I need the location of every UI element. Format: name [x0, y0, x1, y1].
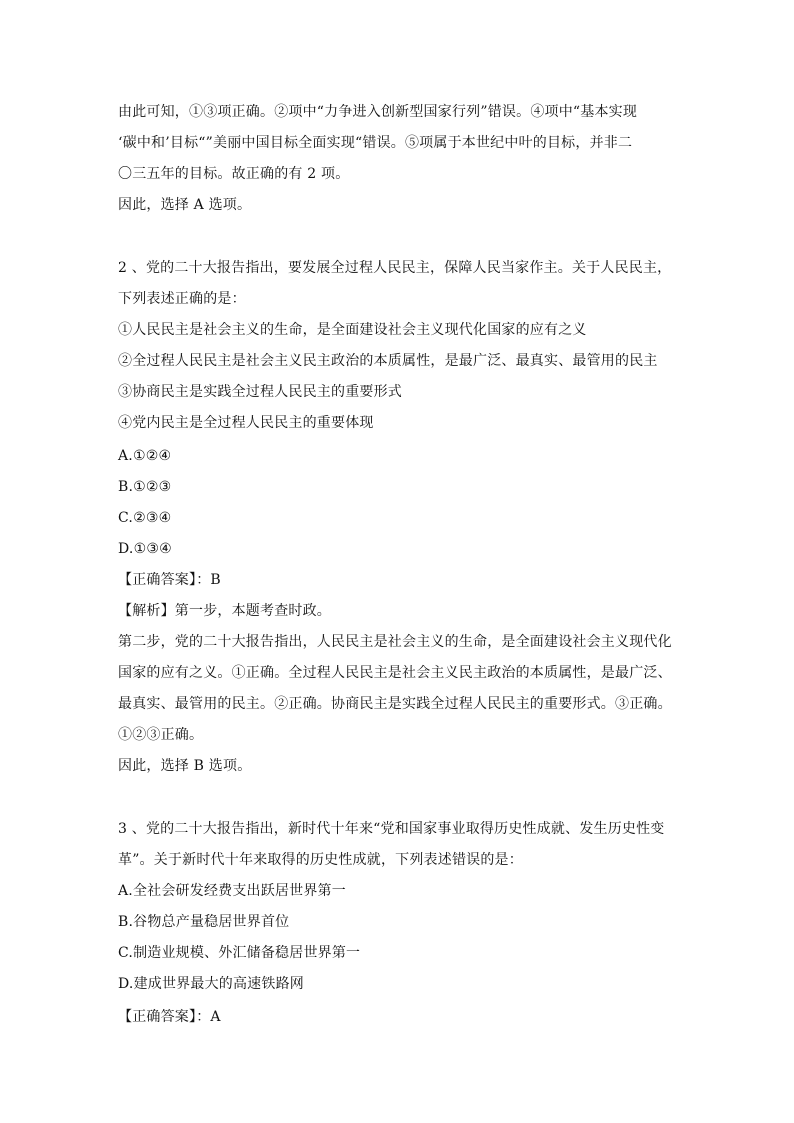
- question-2-stem: 2 、党的二十大报告指出，要发展全过程人民民主，保障人民当家作主。关于人民民主，: [118, 260, 672, 276]
- analysis-line: 因此，选择 B 选项。: [118, 758, 252, 774]
- option-b: B.①②③: [118, 479, 172, 495]
- text-line: ‘碳中和’目标“”美丽中国目标全面实现“错误。⑤项属于本世纪中叶的目标，并非二: [118, 135, 633, 151]
- analysis-line: ①②③正确。: [118, 727, 204, 743]
- option-a: A.①②④: [118, 448, 172, 464]
- analysis-line: 【解析】第一步，本题考查时政。: [118, 603, 331, 619]
- answer-line: 【正确答案】：A: [118, 1009, 221, 1025]
- text-line: 〇三五年的目标。故正确的有 2 项。: [118, 166, 350, 182]
- statement-item: ③协商民主是实践全过程人民民主的重要形式: [118, 384, 402, 400]
- question-3-stem: 3 、党的二十大报告指出，新时代十年来“党和国家事业取得历史性成就、发生历史性变: [118, 821, 665, 837]
- statement-item: ②全过程人民民主是社会主义民主政治的本质属性，是最广泛、最真实、最管用的民主: [118, 353, 658, 369]
- answer-line: 【正确答案】：B: [118, 572, 221, 588]
- statement-item: ①人民民主是社会主义的生命，是全面建设社会主义现代化国家的应有之义: [118, 322, 587, 338]
- option-c: C.②③④: [118, 510, 172, 526]
- option-a: A.全社会研发经费支出跃居世界第一: [118, 883, 346, 899]
- analysis-line: 第二步，党的二十大报告指出，人民民主是社会主义的生命，是全面建设社会主义现代化: [118, 634, 672, 650]
- statement-item: ④党内民主是全过程人民民主的重要体现: [118, 415, 374, 431]
- option-c: C.制造业规模、外汇储备稳居世界第一: [118, 945, 361, 961]
- text-line: 由此可知，①③项正确。②项中“力争进入创新型国家行列”错误。④项中“基本实现: [118, 104, 638, 120]
- option-d: D.建成世界最大的高速铁路网: [118, 976, 304, 992]
- question-3-stem: 革”。关于新时代十年来取得的历史性成就，下列表述错误的是：: [118, 852, 523, 868]
- analysis-line: 最真实、最管用的民主。②正确。协商民主是实践全过程人民民主的重要形式。③正确。: [118, 696, 672, 712]
- option-d: D.①③④: [118, 541, 172, 557]
- question-2-stem: 下列表述正确的是：: [118, 291, 246, 307]
- text-line: 因此，选择 A 选项。: [118, 197, 252, 213]
- analysis-line: 国家的应有之义。①正确。全过程人民民主是社会主义民主政治的本质属性，是最广泛、: [118, 665, 672, 681]
- option-b: B.谷物总产量稳居世界首位: [118, 914, 290, 930]
